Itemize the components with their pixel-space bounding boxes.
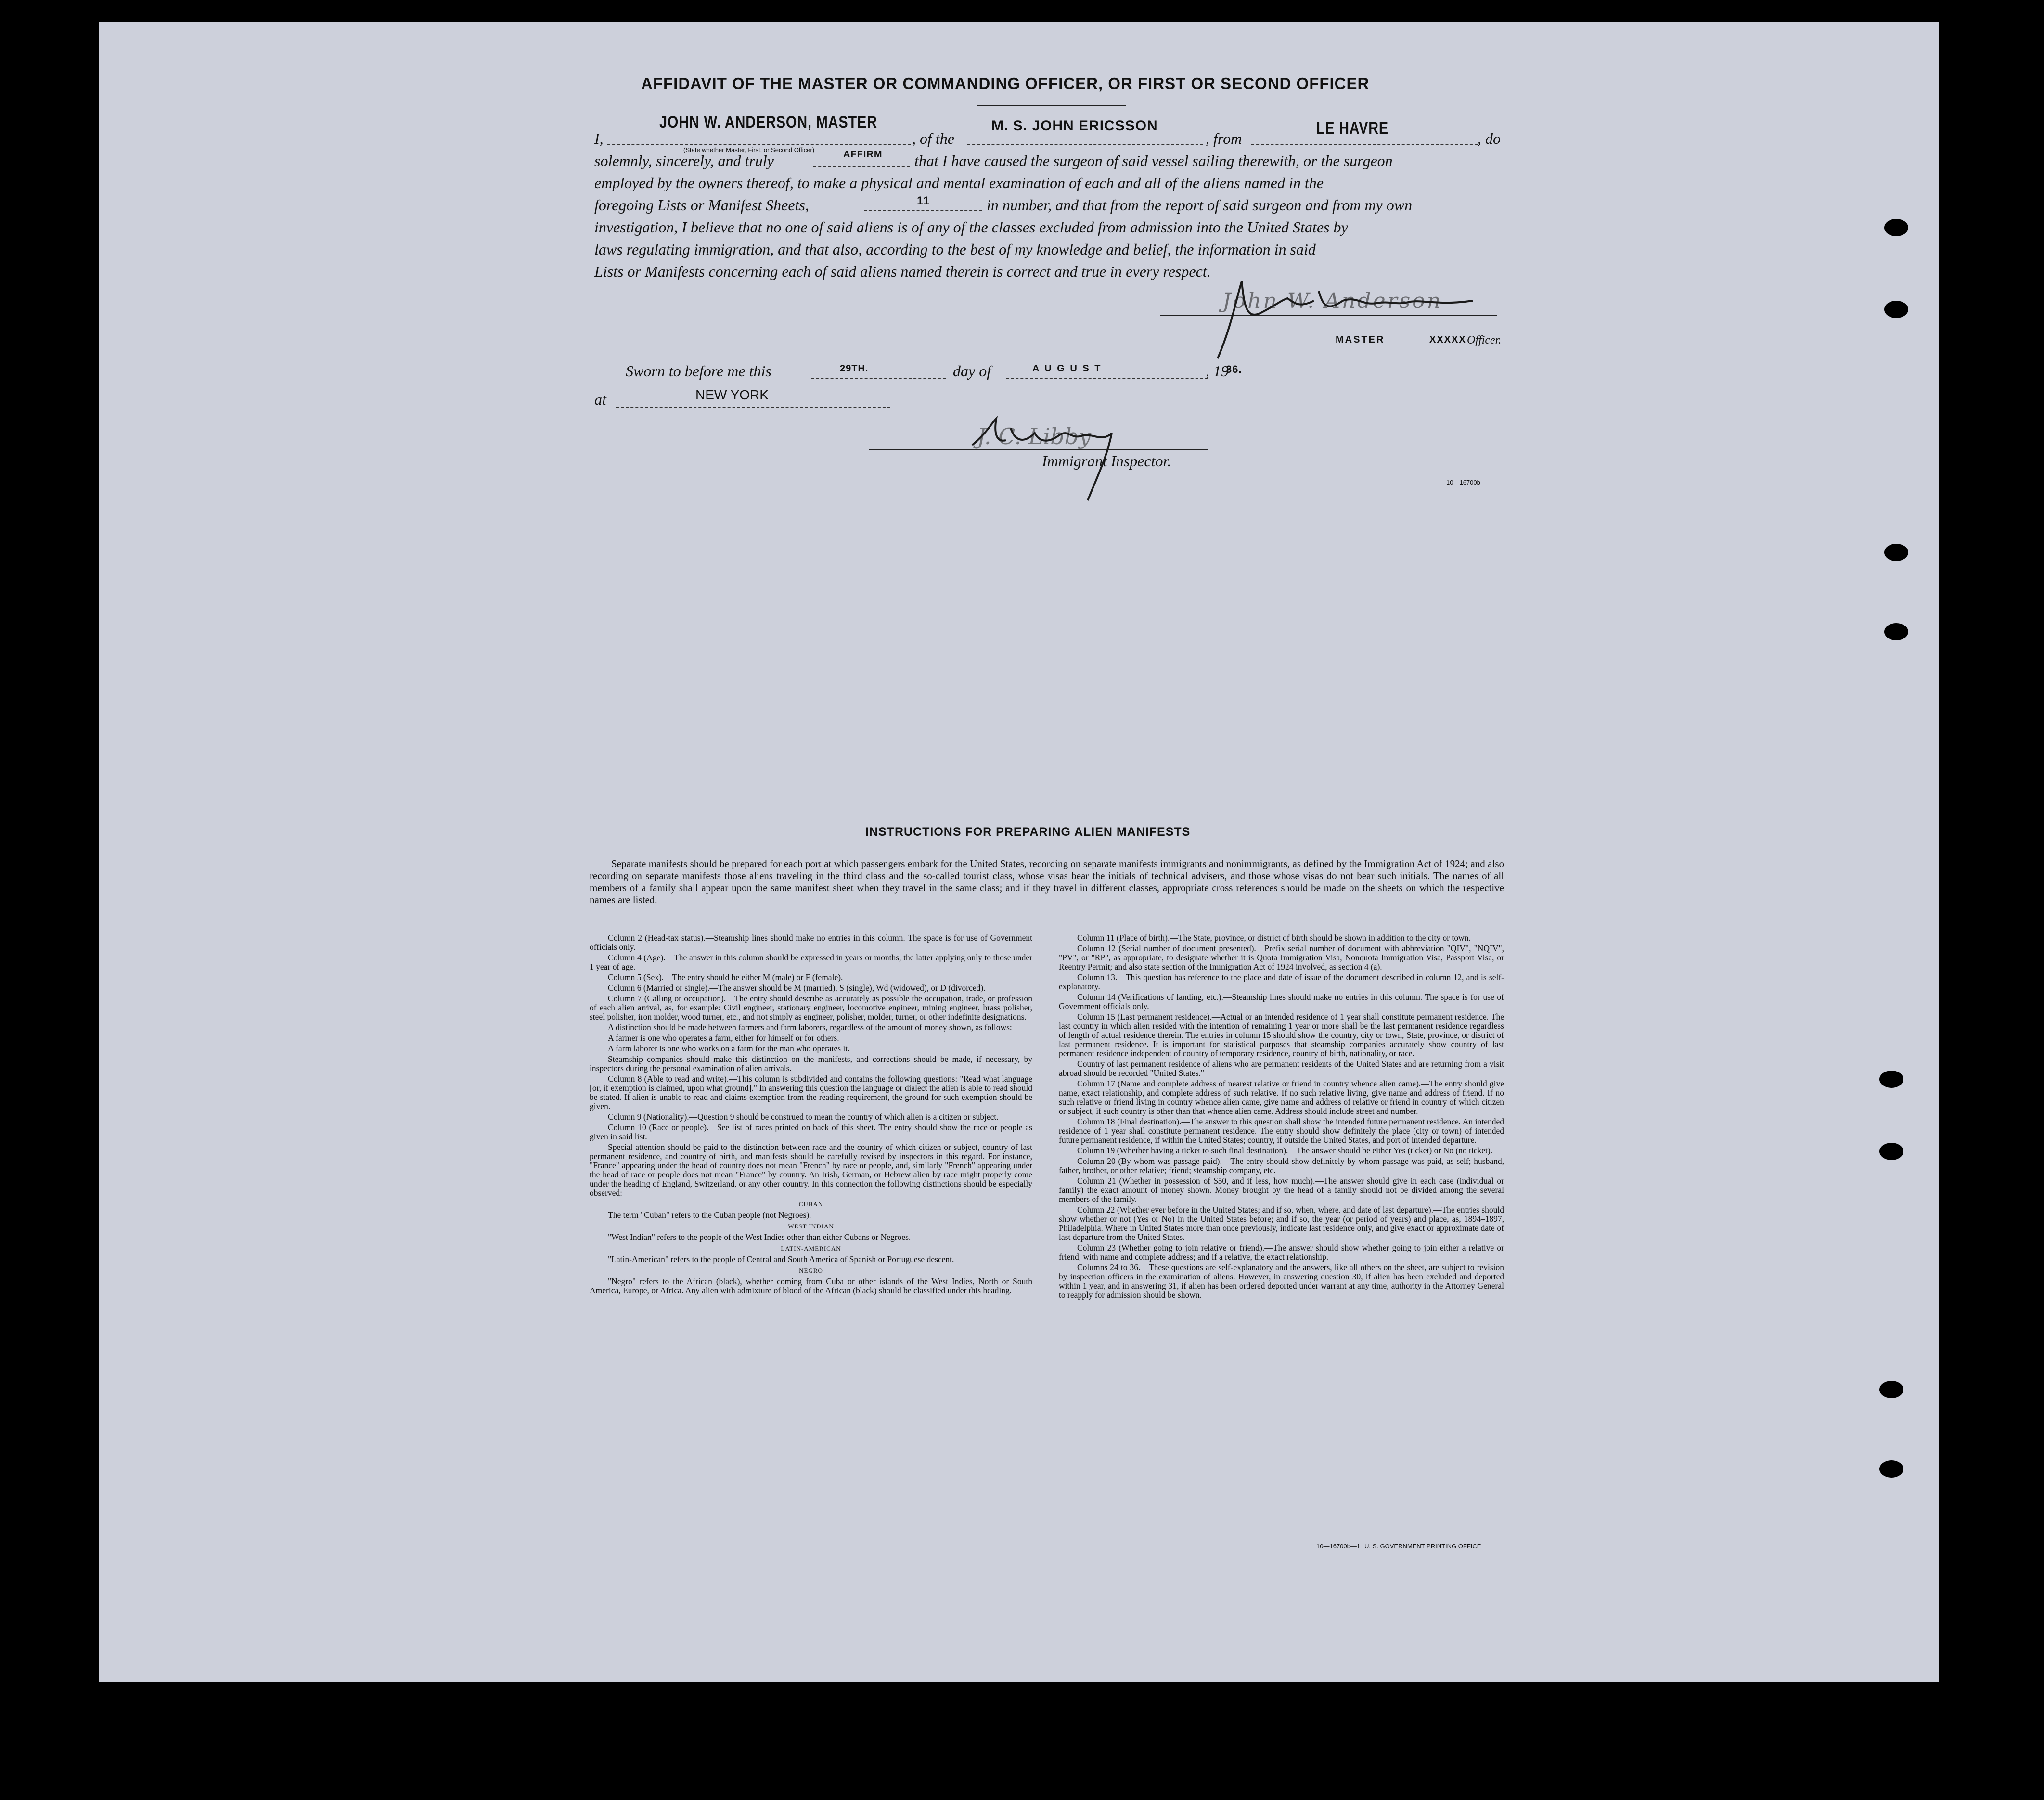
cuban-text: The term "Cuban" refers to the Cuban people (not Negroes). bbox=[608, 1210, 811, 1220]
officer-struck: XXXXX bbox=[1429, 334, 1466, 345]
negro-text: "Negro" refers to the African (black), whether coming from Cuba or other islands of the West Indies, North or South America, Europe, or Africa. Any alien with admixture of blood of the African (black) should be classified under this heading. bbox=[590, 1277, 1032, 1295]
word-of-the: , of the bbox=[912, 130, 954, 147]
race-country-note: Special attention should be paid to the distinction between race and the country of which citizen or subject, country of last permanent residence, and country of birth, and manifests should be carefully revised by inspectors in this regard. For instance, "France" appearing under the head of country does not mean "French" by race or people, and, similarly "French" appearing under the head of race or people does not mean "France" by country. An Irish, German, or Hebrew alien by race might properly come under the heading of England, Switzerland, or any other country. In this connection the following distinctions should be especially observed: bbox=[590, 1142, 1032, 1198]
col13-instruction: Column 13.—This question has reference to the place and date of issue of the document described in column 12, and is self-explanatory. bbox=[1059, 972, 1504, 991]
inspector-line bbox=[869, 449, 1208, 450]
col19-instruction: Column 19 (Whether having a ticket to such final destination).—The answer should be either Yes (ticket) or No (no ticket). bbox=[1077, 1146, 1493, 1155]
binder-hole bbox=[1879, 1460, 1903, 1478]
affidavit-title: AFFIDAVIT OF THE MASTER OR COMMANDING OFFICER, OR FIRST OR SECOND OFFICER bbox=[641, 75, 1370, 92]
inspector-title: Immigrant Inspector. bbox=[1042, 452, 1171, 470]
word-at: at bbox=[594, 391, 606, 408]
col4-instruction: Column 4 (Age).—The answer in this column should be expressed in years or months, the latter applying only to those under 1 year of age. bbox=[590, 953, 1032, 971]
steamship-distinction: Steamship companies should make this distinction on the manifests, and corrections should be made, if necessary, by inspectors during the personal examination of alien arrivals. bbox=[590, 1054, 1032, 1073]
binder-hole bbox=[1879, 1143, 1903, 1160]
sworn-place: NEW YORK bbox=[695, 387, 769, 402]
west-indian-heading: WEST INDIAN bbox=[788, 1223, 834, 1230]
footer-printer: U. S. GOVERNMENT PRINTING OFFICE bbox=[1364, 1543, 1481, 1550]
line-foregoing: foregoing Lists or Manifest Sheets, bbox=[594, 196, 809, 214]
col11-instruction: Column 11 (Place of birth).—The State, province, or district of birth should be shown in addition to the city or town. bbox=[1077, 933, 1471, 943]
binder-hole bbox=[1884, 301, 1908, 318]
line-solemnly: solemnly, sincerely, and truly bbox=[594, 152, 774, 169]
col22-instruction: Column 22 (Whether ever before in the United States; and if so, when, where, and date of last departure).—The entries should show whether or not (Yes or No) in the United States before; and if so, the year (or period of years) and place, as, 1894–1897, Philadelphia. Where in United States more than once previously, indicate last residence only, and give exact or approximate date of last departure from the United States. bbox=[1059, 1205, 1504, 1242]
word-do: , do bbox=[1478, 130, 1501, 147]
col24-36-instruction: Columns 24 to 36.—These questions are self-explanatory and the answers, like all others on the sheet, are subject to revision by inspection officers in the examination of aliens. However, in answering question 30, if alien has been excluded and deported within 1 year, and in answering 31, if alien has been ordered deported under warrant at any time, authority in the Attorney General to reapply for admission should be shown. bbox=[1059, 1263, 1504, 1300]
binder-hole bbox=[1879, 1071, 1903, 1088]
sheet-count: 11 bbox=[917, 194, 930, 207]
col7-instruction: Column 7 (Calling or occupation).—The entry should describe as accurately as possible the occupation, trade, or profession of each alien arrival, as, for example: Civil engineer, stationary engineer, locomotive engineer, mining engineer, brass polisher, steel polisher, iron molder, wood turner, etc., and not simply as engineer, polisher, molder, turner, or other indefinite designations. bbox=[590, 994, 1032, 1021]
signer-title: MASTER bbox=[1336, 334, 1385, 345]
col20-instruction: Column 20 (By whom was passage paid).—The entry should show definitely by whom passage was paid, as self; husband, father, brother, or other relative; friend; steamship company, etc. bbox=[1059, 1156, 1504, 1175]
col2-instruction: Column 2 (Head-tax status).—Steamship lines should make no entries in this column. The space is for use of Government officials only. bbox=[590, 933, 1032, 952]
instructions-right-column bbox=[1059, 933, 1504, 1301]
affirm-line bbox=[813, 166, 910, 167]
role-note: (State whether Master, First, or Second Officer) bbox=[683, 146, 815, 153]
sworn-month: A U G U S T bbox=[1032, 363, 1102, 374]
binder-hole bbox=[1879, 1381, 1903, 1398]
vessel-line bbox=[967, 144, 1203, 145]
form-number: 10—16700b bbox=[1446, 479, 1480, 486]
word-day-of: day of bbox=[953, 362, 991, 380]
binder-hole bbox=[1884, 544, 1908, 561]
word-from: , from bbox=[1206, 130, 1242, 147]
line-investigation: investigation, I believe that no one of said aliens is of any of the classes excluded from admission into the United States by bbox=[594, 218, 1348, 236]
col9-instruction: Column 9 (Nationality).—Question 9 should be construed to mean the country of which alien is a citizen or subject. bbox=[608, 1112, 999, 1122]
officer-suffix: Officer. bbox=[1467, 334, 1502, 346]
sworn-before: Sworn to before me this bbox=[626, 362, 771, 380]
farmer-distinction: A distinction should be made between farmers and farm laborers, regardless of the amount of money shown, as follows: bbox=[608, 1022, 1012, 1032]
sworn-month-line bbox=[1006, 378, 1208, 379]
sworn-day-line bbox=[811, 378, 946, 379]
col23-instruction: Column 23 (Whether going to join relative or friend).—The answer should show whether going to join either a relative or friend, with name and complete address; and if a relative, the exact relationship. bbox=[1059, 1243, 1504, 1262]
residence-note: Country of last permanent residence of aliens who are permanent residents of the United States and are returning from a visit abroad should be recorded "United States." bbox=[1059, 1059, 1504, 1078]
col14-instruction: Column 14 (Verifications of landing, etc.).—Steamship lines should make no entries in this column. The space is for use of Government officials only. bbox=[1059, 992, 1504, 1011]
line-employed: employed by the owners thereof, to make a physical and mental examination of each and all of the aliens named in the bbox=[594, 174, 1324, 191]
instructions-title: INSTRUCTIONS FOR PREPARING ALIEN MANIFESTS bbox=[865, 825, 1191, 839]
port-name: LE HAVRE bbox=[1316, 118, 1388, 138]
col21-instruction: Column 21 (Whether in possession of $50, and if less, how much).—The answer should give in each case (individual or family) the exact amount of money shown. Money brought by the head of a family should not be divided among the several members of the family. bbox=[1059, 1176, 1504, 1204]
col12-instruction: Column 12 (Serial number of document presented).—Prefix serial number of document with abbreviation "QIV", "NQIV", "PV", or "RP", as appropriate, to designate whether it is Quota Immigration Visa, Nonquota Immigration Visa, Passport Visa, or Reentry Permit; and also state section of the Immigration Act of 1924 involved, as section 4 (a). bbox=[1059, 944, 1504, 971]
master-name: JOHN W. ANDERSON, MASTER bbox=[659, 113, 877, 131]
latin-american-text: "Latin-American" refers to the people of Central and South America of Spanish or Portuguese descent. bbox=[608, 1254, 954, 1264]
latin-american-heading: LATIN-AMERICAN bbox=[781, 1245, 841, 1252]
binder-hole bbox=[1884, 219, 1908, 236]
line-number: in number, and that from the report of said surgeon and from my own bbox=[987, 196, 1413, 214]
sworn-place-line bbox=[616, 407, 890, 408]
sworn-year: 36. bbox=[1226, 363, 1242, 375]
footer-code: 10—16700b—1 bbox=[1316, 1543, 1361, 1550]
port-line bbox=[1251, 144, 1478, 145]
binder-hole bbox=[1884, 623, 1908, 640]
vessel-name: M. S. JOHN ERICSSON bbox=[991, 118, 1158, 134]
col10-instruction: Column 10 (Race or people).—See list of races printed on back of this sheet. The entry should show the race or people as given in said list. bbox=[590, 1123, 1032, 1141]
master-name-line bbox=[607, 144, 911, 145]
instructions-intro: Separate manifests should be prepared for each port at which passengers embark for the United States, recording on separate manifests immigrants and nonimmigrants, as defined by the Immigration Act of 1924; and also recording on separate manifests those aliens traveling in the third class and the so-called tourist class, whose visas bear the initials of technical advisers, and those whose visas do not bear such initials. The names of all members of a family shall appear upon the same manifest sheet when they travel in the same class; and if they travel in different classes, appropriate cross references should be made on the sheets on which the respective names are listed. bbox=[590, 858, 1504, 906]
farm-laborer-definition: A farm laborer is one who works on a farm for the man who operates it. bbox=[608, 1044, 850, 1053]
col6-instruction: Column 6 (Married or single).—The answer should be M (married), S (single), Wd (widowed), or D (divorced). bbox=[608, 983, 986, 993]
inspector-signature-text: J. C. Libby bbox=[977, 423, 1092, 449]
negro-heading: NEGRO bbox=[799, 1267, 823, 1274]
line-laws: laws regulating immigration, and that also, according to the best of my knowledge and belief, the information in said bbox=[594, 241, 1316, 258]
word-i: I, bbox=[594, 130, 604, 147]
sworn-day: 29TH. bbox=[840, 363, 869, 374]
instructions-left-column bbox=[590, 933, 1032, 1297]
year-prefix: , 19 bbox=[1206, 362, 1229, 380]
master-signature bbox=[1203, 267, 1482, 368]
farmer-definition: A farmer is one who operates a farm, either for himself or for others. bbox=[608, 1033, 839, 1043]
col15-instruction: Column 15 (Last permanent residence).—Actual or an intended residence of 1 year shall constitute permanent residence. The last country in which alien resided with the intention of remaining 1 year or more shall be the last permanent residence regardless of length of actual residence therein. The entries in column 15 should show the country, city or town, State, province, or district of last permanent residence. It is important for statistical purposes that steamship companies accurately show country of last permanent residence independent of country of temporary residence, country of birth, nationality, or race. bbox=[1059, 1012, 1504, 1058]
line-caused: that I have caused the surgeon of said vessel sailing therewith, or the surgeon bbox=[914, 152, 1393, 169]
master-signature-text: John W. Anderson bbox=[1222, 289, 1443, 313]
cuban-heading: CUBAN bbox=[798, 1200, 823, 1208]
col8-instruction: Column 8 (Able to read and write).—This column is subdivided and contains the following questions: "Read what language [or, if exemption is claimed, upon what ground]." In answering this question the language or dialect the alien is able to read should be stated. If alien is unable to read and claims exemption from the reading requirement, the ground for such exemption should be given. bbox=[590, 1074, 1032, 1111]
sheet-count-line bbox=[864, 210, 982, 211]
col17-instruction: Column 17 (Name and complete address of nearest relative or friend in country whence alien came).—The entry should give name, exact relationship, and complete address of such relative. If no such relative living, give name and address of friend. If no such relative or friend living in country whence alien came, give name and address of relative or friend in country of which citizen or subject, if such country is other than that whence alien came. Address should include street and number. bbox=[1059, 1079, 1504, 1116]
title-rule bbox=[977, 105, 1126, 106]
col5-instruction: Column 5 (Sex).—The entry should be either M (male) or F (female). bbox=[608, 972, 843, 982]
west-indian-text: "West Indian" refers to the people of the West Indies other than either Cubans or Negroes. bbox=[608, 1232, 911, 1242]
affirm-word: AFFIRM bbox=[843, 149, 883, 160]
col18-instruction: Column 18 (Final destination).—The answer to this question shall show the intended future permanent residence. An intended residence of 1 year shall constitute permanent residence. The entry should show definitely the place (city or town) of intended future permanent residence, if within the United States; country, if outside the United States, and port of intended departure. bbox=[1059, 1117, 1504, 1145]
line-lists: Lists or Manifests concerning each of said aliens named therein is correct and true in every respect. bbox=[594, 263, 1211, 280]
